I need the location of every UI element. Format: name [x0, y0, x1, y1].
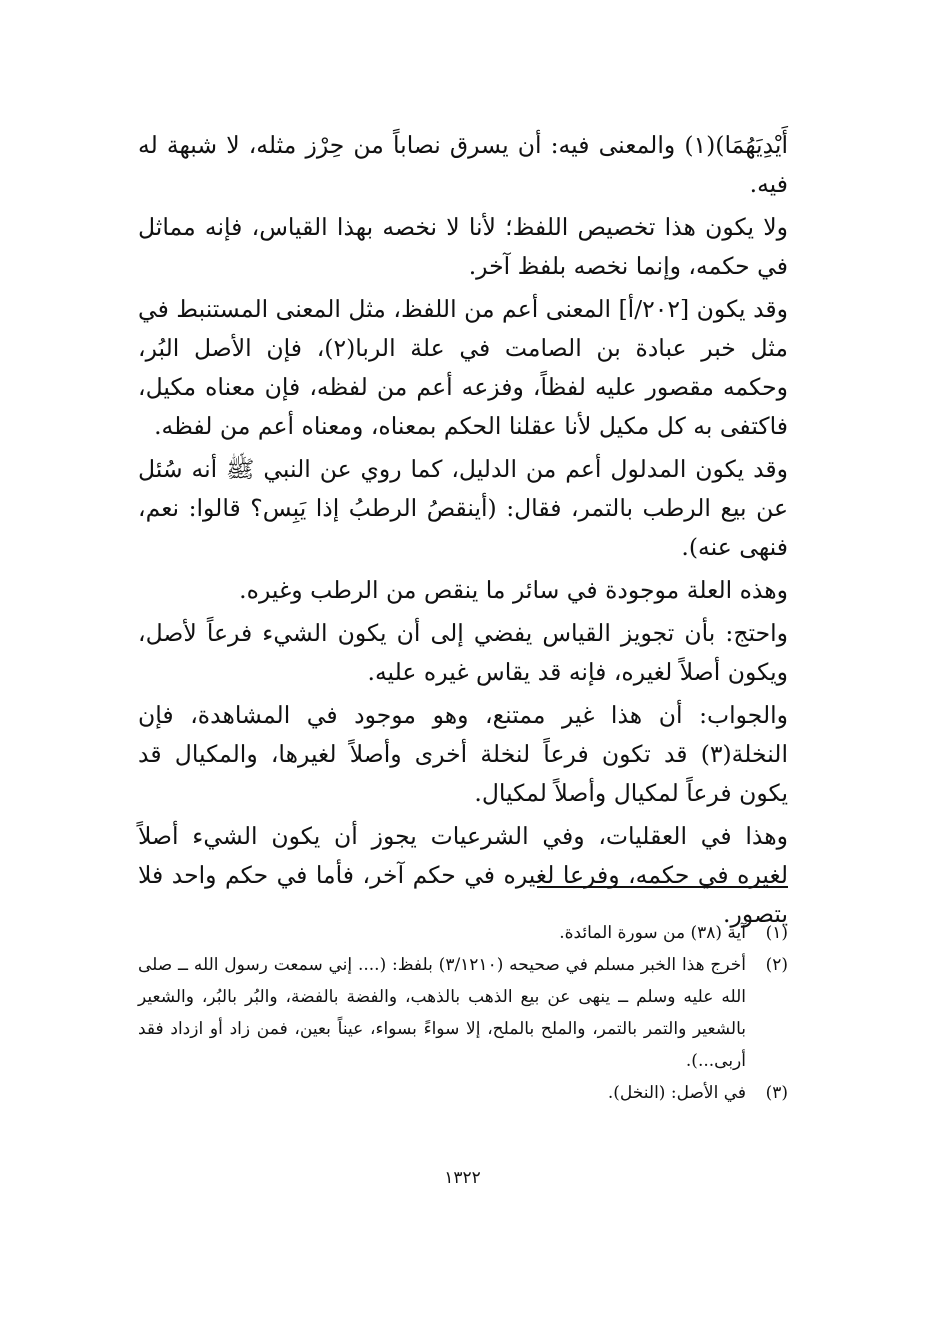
footnote-divider [537, 886, 788, 888]
footnote-number: (٣) [765, 1083, 788, 1103]
paragraph-text: وهذه العلة موجودة في سائر ما ينقص من الرطب وغيره. [239, 576, 788, 604]
paragraph-text: وقد يكون المدلول أعم من الدليل، كما روي عن النبي ﷺ أنه سُئل عن بيع الرطب بالتمر، فقال: (أينقصُ الرطبُ إذا يَبِس؟ قالوا: نعم، فنهى عنه). [138, 455, 788, 561]
footnote-number: (٢) [765, 955, 788, 975]
paragraph-text: والجواب: أن هذا غير ممتنع، وهو موجود في المشاهدة، فإن النخلة(٣) قد تكون فرعاً لنخلة أخرى وأصلاً لغيرها، والمكيال قد يكون فرعاً لمكيال وأصلاً لمكيال. [138, 701, 788, 807]
main-text [138, 126, 788, 938]
paragraph-text: أَيْدِيَهُمَا)(١) والمعنى فيه: أن يسرق نصاباً من حِرْز مثله، لا شبهة له فيه. [138, 131, 788, 198]
paragraph-text: ولا يكون هذا تخصيص اللفظ؛ لأنا لا نخصه بهذا القياس، فإنه مماثل في حكمه، وإنما نخصه بلفظ آخر. [138, 213, 788, 280]
footnote [138, 949, 788, 1077]
footnote-text: أخرج هذا الخبر مسلم في صحيحه (٣/١٢١٠) بلفظ: (.... إني سمعت رسول الله ــ صلى الله عليه وسلم ــ ينهى عن بيع الذهب بالذهب، والفضة بالفضة، والبُر بالبُر، والشعير بالشعير والتمر بالتمر، والملح بالملح، إلا سواءً بسواء، عيناً بعين، فمن زاد أو ازداد فقد أربى...). [138, 955, 746, 1071]
page-number: ١٣٢٢ [444, 1168, 481, 1188]
paragraph [138, 450, 788, 567]
footnote-number: (١) [765, 923, 788, 943]
paragraph-text: وقد يكون [٢٠٢/أ] المعنى أعم من اللفظ، مثل المعنى المستنبط في مثل خبر عبادة بن الصامت في علة الربا(٢)، فإن الأصل البُر، وحكمه مقصور عليه لفظاً، وفزعه أعم من لفظه، فإن معناه مكيل، فاكتفى به كل مكيل لأنا عقلنا الحكم بمعناه، ومعناه أعم من لفظه. [138, 295, 788, 440]
paragraph [138, 696, 788, 813]
footnote [138, 917, 788, 949]
footnote-text: في الأصل: (النخل). [607, 1083, 746, 1103]
paragraph [138, 290, 788, 446]
footnote-text: آية (٣٨) من سورة المائدة. [559, 923, 746, 943]
paragraph-text: وهذا في العقليات، وفي الشرعيات يجوز أن يكون الشيء أصلاً لغيره في حكمه، وفرعا لغيره في حكم آخر، فأما في حكم واحد فلا يتصور. [138, 822, 788, 928]
paragraph-text: واحتج: بأن تجويز القياس يفضي إلى أن يكون الشيء فرعاً لأصل، ويكون أصلاً لغيره، فإنه قد يقاس غيره عليه. [138, 619, 788, 686]
paragraph [138, 208, 788, 286]
footnote [138, 1077, 788, 1109]
paragraph [138, 571, 788, 610]
footnotes [138, 917, 788, 1109]
paragraph [138, 614, 788, 692]
paragraph [138, 126, 788, 204]
